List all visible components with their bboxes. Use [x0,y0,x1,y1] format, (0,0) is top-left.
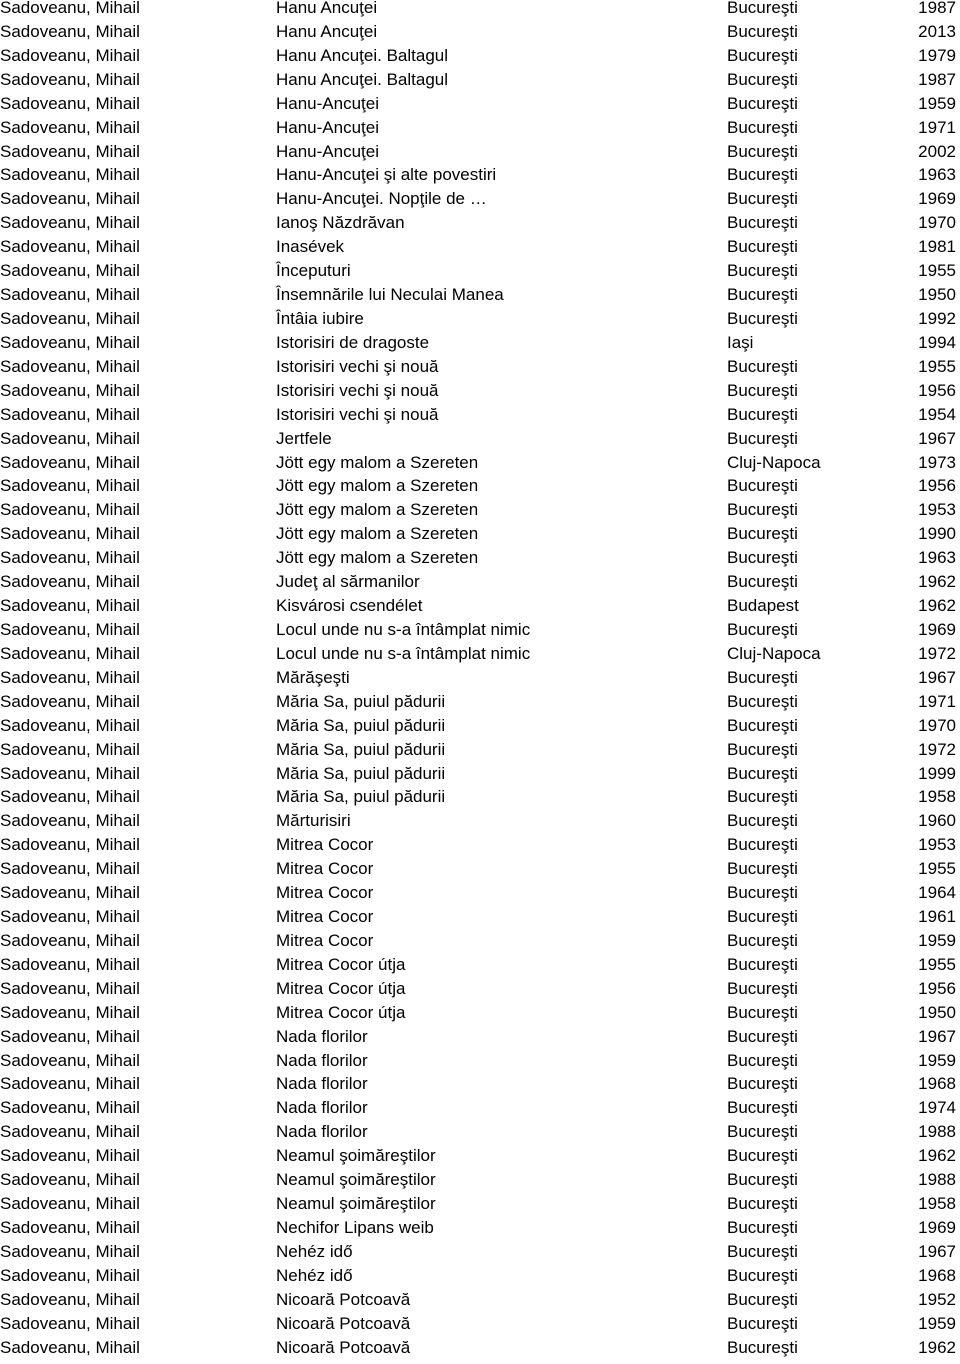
title-cell: Nicoară Potcoavă [276,1337,411,1357]
table-row [0,739,960,766]
table-row [0,502,960,526]
city-cell: Bucureşti [727,524,798,544]
table-row [0,1172,960,1196]
author-cell: Sadoveanu, Mihail [0,1122,140,1142]
title-cell: Nicoară Potcoavă [276,1289,411,1309]
title-cell: Ianoş Năzdrăvan [276,213,405,233]
title-cell: Însemnările lui Neculai Manea [276,285,504,305]
title-cell: Începuturi [276,261,351,281]
city-cell: Bucureşti [727,45,798,65]
table-row [0,1026,960,1053]
title-cell: Hanu-Ancuţei [276,117,380,137]
author-cell: Sadoveanu, Mihail [0,69,140,89]
table-row [0,167,960,191]
title-cell: Hanu-Ancuţei [276,93,380,113]
table-row [0,287,960,311]
author-cell: Sadoveanu, Mihail [0,835,140,855]
city-cell: Bucureşti [727,380,798,400]
year-cell: 1952 [918,1289,956,1309]
table-row [0,380,960,407]
title-cell: Măria Sa, puiul pădurii [276,763,446,783]
year-cell: 1955 [918,954,956,974]
table-row [0,978,960,1005]
city-cell: Bucureşti [727,1289,798,1309]
title-cell: Neamul şoimăreştilor [276,1170,436,1190]
author-cell: Sadoveanu, Mihail [0,907,140,927]
title-cell: Hanu-Ancuţei. Nopţile de … [276,189,487,209]
title-cell: Hanu Ancuţei [276,0,378,17]
city-cell: Cluj-Napoca [727,452,821,472]
year-cell: 1962 [918,596,956,616]
year-cell: 1999 [918,763,956,783]
year-cell: 1967 [918,1026,956,1046]
table-row [0,598,960,622]
city-cell: Cluj-Napoca [727,643,821,663]
author-cell: Sadoveanu, Mihail [0,691,140,711]
title-cell: Hanu Ancuţei. Baltagul [276,45,449,65]
city-cell: Bucureşti [727,811,798,831]
author-cell: Sadoveanu, Mihail [0,1074,140,1094]
author-cell: Sadoveanu, Mihail [0,667,140,687]
table-row [0,861,960,885]
city-cell: Bucureşti [727,1050,798,1070]
year-cell: 1963 [918,548,956,568]
author-cell: Sadoveanu, Mihail [0,572,140,592]
city-cell: Bucureşti [727,69,798,89]
title-cell: Jött egy malom a Szereten [276,476,479,496]
title-cell: Nicoară Potcoavă [276,1313,411,1333]
table-row [0,93,960,120]
city-cell: Bucureşti [727,978,798,998]
title-cell: Măria Sa, puiul pădurii [276,691,446,711]
title-cell: Nada florilor [276,1122,368,1142]
author-cell: Sadoveanu, Mihail [0,404,140,424]
title-cell: Hanu Ancuţei. Baltagul [276,69,449,89]
title-cell: Mitrea Cocor útja [276,978,406,998]
city-cell: Bucureşti [727,308,798,328]
author-cell: Sadoveanu, Mihail [0,356,140,376]
table-row [0,1196,960,1220]
year-cell: 1962 [918,1146,956,1166]
table-row [0,550,960,574]
author-cell: Sadoveanu, Mihail [0,548,140,568]
year-cell: 1950 [918,1002,956,1022]
year-cell: 1967 [918,428,956,448]
year-cell: 1979 [918,45,956,65]
year-cell: 1992 [918,308,956,328]
author-cell: Sadoveanu, Mihail [0,21,140,41]
author-cell: Sadoveanu, Mihail [0,213,140,233]
author-cell: Sadoveanu, Mihail [0,859,140,879]
author-cell: Sadoveanu, Mihail [0,428,140,448]
title-cell: Kisvárosi csendélet [276,596,423,616]
table-row [0,526,960,550]
year-cell: 1959 [918,1313,956,1333]
city-cell: Bucureşti [727,500,798,520]
year-cell: 1956 [918,978,956,998]
table-row [0,813,960,837]
title-cell: Nechifor Lipans weib [276,1218,434,1238]
table-row [0,263,960,287]
author-cell: Sadoveanu, Mihail [0,978,140,998]
city-cell: Bucureşti [727,165,798,185]
table-row [0,21,960,48]
table-row [0,1100,960,1124]
table-row [0,1124,960,1148]
title-cell: Nehéz idő [276,1265,353,1285]
year-cell: 1958 [918,1194,956,1214]
table-row [0,691,960,718]
author-cell: Sadoveanu, Mihail [0,1194,140,1214]
city-cell: Iaşi [727,332,754,352]
author-cell: Sadoveanu, Mihail [0,332,140,352]
author-cell: Sadoveanu, Mihail [0,930,140,950]
year-cell: 1956 [918,380,956,400]
table-row [0,909,960,933]
author-cell: Sadoveanu, Mihail [0,1050,140,1070]
year-cell: 1988 [918,1170,956,1190]
table-row [0,1241,960,1268]
city-cell: Bucureşti [727,787,798,807]
table-row [0,69,960,96]
table-row [0,763,960,790]
year-cell: 1987 [918,0,956,17]
year-cell: 1981 [918,237,956,257]
title-cell: Istorisiri vechi şi nouă [276,356,439,376]
year-cell: 1973 [918,452,956,472]
city-cell: Bucureşti [727,1218,798,1238]
year-cell: 1987 [918,69,956,89]
author-cell: Sadoveanu, Mihail [0,1146,140,1166]
title-cell: Hanu-Ancuţei şi alte povestiri [276,165,497,185]
table-row [0,117,960,144]
table-row [0,215,960,239]
table-row [0,452,960,479]
author-cell: Sadoveanu, Mihail [0,1313,140,1333]
city-cell: Bucureşti [727,691,798,711]
year-cell: 1994 [918,332,956,352]
author-cell: Sadoveanu, Mihail [0,380,140,400]
author-cell: Sadoveanu, Mihail [0,165,140,185]
author-cell: Sadoveanu, Mihail [0,619,140,639]
title-cell: Mitrea Cocor [276,859,374,879]
title-cell: Măria Sa, puiul pădurii [276,739,446,759]
city-cell: Bucureşti [727,1146,798,1166]
title-cell: Istorisiri de dragoste [276,332,430,352]
table-row [0,619,960,646]
year-cell: 1954 [918,404,956,424]
title-cell: Mitrea Cocor útja [276,1002,406,1022]
city-cell: Bucureşti [727,141,798,161]
title-cell: Mitrea Cocor [276,907,374,927]
year-cell: 1956 [918,476,956,496]
city-cell: Bucureşti [727,1026,798,1046]
author-cell: Sadoveanu, Mihail [0,308,140,328]
table-row [0,954,960,981]
title-cell: Mărăşeşti [276,667,350,687]
year-cell: 1990 [918,524,956,544]
title-cell: Mitrea Cocor útja [276,954,406,974]
author-cell: Sadoveanu, Mihail [0,715,140,735]
city-cell: Bucureşti [727,1074,798,1094]
city-cell: Bucureşti [727,356,798,376]
year-cell: 1967 [918,667,956,687]
author-cell: Sadoveanu, Mihail [0,954,140,974]
author-cell: Sadoveanu, Mihail [0,141,140,161]
city-cell: Bucureşti [727,0,798,17]
title-cell: Judeţ al sărmanilor [276,572,420,592]
year-cell: 1972 [918,643,956,663]
city-cell: Bucureşti [727,21,798,41]
city-cell: Bucureşti [727,667,798,687]
year-cell: 1953 [918,835,956,855]
author-cell: Sadoveanu, Mihail [0,0,140,17]
table-row [0,404,960,431]
author-cell: Sadoveanu, Mihail [0,1098,140,1118]
year-cell: 1950 [918,285,956,305]
year-cell: 1959 [918,93,956,113]
year-cell: 1959 [918,930,956,950]
city-cell: Bucureşti [727,404,798,424]
year-cell: 1969 [918,1218,956,1238]
title-cell: Jött egy malom a Szereten [276,452,479,472]
city-cell: Bucureşti [727,1194,798,1214]
city-cell: Bucureşti [727,93,798,113]
city-cell: Bucureşti [727,1313,798,1333]
year-cell: 1969 [918,189,956,209]
title-cell: Mărturisiri [276,811,351,831]
city-cell: Bucureşti [727,189,798,209]
title-cell: Întâia iubire [276,308,364,328]
year-cell: 1963 [918,165,956,185]
city-cell: Bucureşti [727,1122,798,1142]
city-cell: Bucureşti [727,117,798,137]
author-cell: Sadoveanu, Mihail [0,883,140,903]
year-cell: 1959 [918,1050,956,1070]
table-row [0,930,960,957]
year-cell: 1962 [918,1337,956,1357]
table-row [0,837,960,861]
year-cell: 1970 [918,213,956,233]
city-cell: Bucureşti [727,859,798,879]
title-cell: Nada florilor [276,1098,368,1118]
year-cell: 1970 [918,715,956,735]
title-cell: Măria Sa, puiul pădurii [276,787,446,807]
table-row [0,1265,960,1292]
author-cell: Sadoveanu, Mihail [0,189,140,209]
year-cell: 1968 [918,1074,956,1094]
author-cell: Sadoveanu, Mihail [0,596,140,616]
city-cell: Bucureşti [727,548,798,568]
title-cell: Locul unde nu s-a întâmplat nimic [276,619,531,639]
city-cell: Bucureşti [727,1265,798,1285]
author-cell: Sadoveanu, Mihail [0,1241,140,1261]
table-row [0,308,960,335]
city-cell: Bucureşti [727,907,798,927]
title-cell: Jertfele [276,428,332,448]
year-cell: 2002 [918,141,956,161]
table-row [0,667,960,694]
table-row [0,1148,960,1172]
year-cell: 1972 [918,739,956,759]
city-cell: Bucureşti [727,883,798,903]
author-cell: Sadoveanu, Mihail [0,93,140,113]
year-cell: 1964 [918,883,956,903]
author-cell: Sadoveanu, Mihail [0,452,140,472]
title-cell: Locul unde nu s-a întâmplat nimic [276,643,531,663]
table-row [0,1313,960,1340]
author-cell: Sadoveanu, Mihail [0,524,140,544]
table-row [0,0,960,24]
author-cell: Sadoveanu, Mihail [0,261,140,281]
table-row [0,478,960,502]
table-row [0,789,960,813]
year-cell: 1969 [918,619,956,639]
year-cell: 1960 [918,811,956,831]
title-cell: Istorisiri vechi şi nouă [276,380,439,400]
city-cell: Bucureşti [727,715,798,735]
title-cell: Nehéz idő [276,1241,353,1261]
table-row [0,1337,960,1364]
city-cell: Bucureşti [727,835,798,855]
title-cell: Inasévek [276,237,345,257]
table-row [0,1050,960,1077]
year-cell: 1962 [918,572,956,592]
title-cell: Istorisiri vechi şi nouă [276,404,439,424]
table-row [0,428,960,455]
title-cell: Mitrea Cocor [276,835,374,855]
year-cell: 1958 [918,787,956,807]
city-cell: Bucureşti [727,739,798,759]
author-cell: Sadoveanu, Mihail [0,285,140,305]
table-row [0,332,960,359]
city-cell: Bucureşti [727,285,798,305]
city-cell: Bucureşti [727,261,798,281]
title-cell: Nada florilor [276,1074,368,1094]
city-cell: Bucureşti [727,763,798,783]
author-cell: Sadoveanu, Mihail [0,237,140,257]
year-cell: 1955 [918,261,956,281]
author-cell: Sadoveanu, Mihail [0,1170,140,1190]
author-cell: Sadoveanu, Mihail [0,45,140,65]
title-cell: Hanu Ancuţei [276,21,378,41]
table-row [0,643,960,670]
year-cell: 1955 [918,859,956,879]
table-row [0,1220,960,1244]
author-cell: Sadoveanu, Mihail [0,739,140,759]
city-cell: Bucureşti [727,1002,798,1022]
title-cell: Nada florilor [276,1026,368,1046]
author-cell: Sadoveanu, Mihail [0,1218,140,1238]
title-cell: Mitrea Cocor [276,883,374,903]
author-cell: Sadoveanu, Mihail [0,1289,140,1309]
table-row [0,356,960,383]
author-cell: Sadoveanu, Mihail [0,1002,140,1022]
table-row [0,574,960,598]
table-row [0,239,960,263]
table-row [0,1076,960,1100]
author-cell: Sadoveanu, Mihail [0,787,140,807]
year-cell: 1974 [918,1098,956,1118]
city-cell: Bucureşti [727,619,798,639]
author-cell: Sadoveanu, Mihail [0,643,140,663]
author-cell: Sadoveanu, Mihail [0,1265,140,1285]
title-cell: Măria Sa, puiul pădurii [276,715,446,735]
author-cell: Sadoveanu, Mihail [0,117,140,137]
table-row [0,1002,960,1029]
city-cell: Bucureşti [727,428,798,448]
year-cell: 1971 [918,117,956,137]
city-cell: Bucureşti [727,213,798,233]
city-cell: Bucureşti [727,1337,798,1357]
year-cell: 1953 [918,500,956,520]
city-cell: Bucureşti [727,1241,798,1261]
year-cell: 1971 [918,691,956,711]
table-row [0,45,960,72]
table-row [0,1289,960,1316]
title-cell: Jött egy malom a Szereten [276,500,479,520]
city-cell: Bucureşti [727,572,798,592]
author-cell: Sadoveanu, Mihail [0,500,140,520]
title-cell: Mitrea Cocor [276,930,374,950]
title-cell: Jött egy malom a Szereten [276,524,479,544]
city-cell: Bucureşti [727,930,798,950]
year-cell: 1961 [918,907,956,927]
title-cell: Hanu-Ancuţei [276,141,380,161]
author-cell: Sadoveanu, Mihail [0,1026,140,1046]
city-cell: Bucureşti [727,1098,798,1118]
year-cell: 1988 [918,1122,956,1142]
city-cell: Bucureşti [727,1170,798,1190]
title-cell: Jött egy malom a Szereten [276,548,479,568]
title-cell: Nada florilor [276,1050,368,1070]
year-cell: 1968 [918,1265,956,1285]
city-cell: Bucureşti [727,954,798,974]
year-cell: 1955 [918,356,956,376]
author-cell: Sadoveanu, Mihail [0,811,140,831]
table-row [0,191,960,215]
table-row [0,141,960,168]
author-cell: Sadoveanu, Mihail [0,1337,140,1357]
table-row [0,715,960,742]
title-cell: Neamul şoimăreştilor [276,1146,436,1166]
year-cell: 1967 [918,1241,956,1261]
title-cell: Neamul şoimăreştilor [276,1194,436,1214]
city-cell: Budapest [727,596,799,616]
author-cell: Sadoveanu, Mihail [0,476,140,496]
year-cell: 2013 [918,21,956,41]
table-row [0,885,960,909]
city-cell: Bucureşti [727,237,798,257]
city-cell: Bucureşti [727,476,798,496]
author-cell: Sadoveanu, Mihail [0,763,140,783]
